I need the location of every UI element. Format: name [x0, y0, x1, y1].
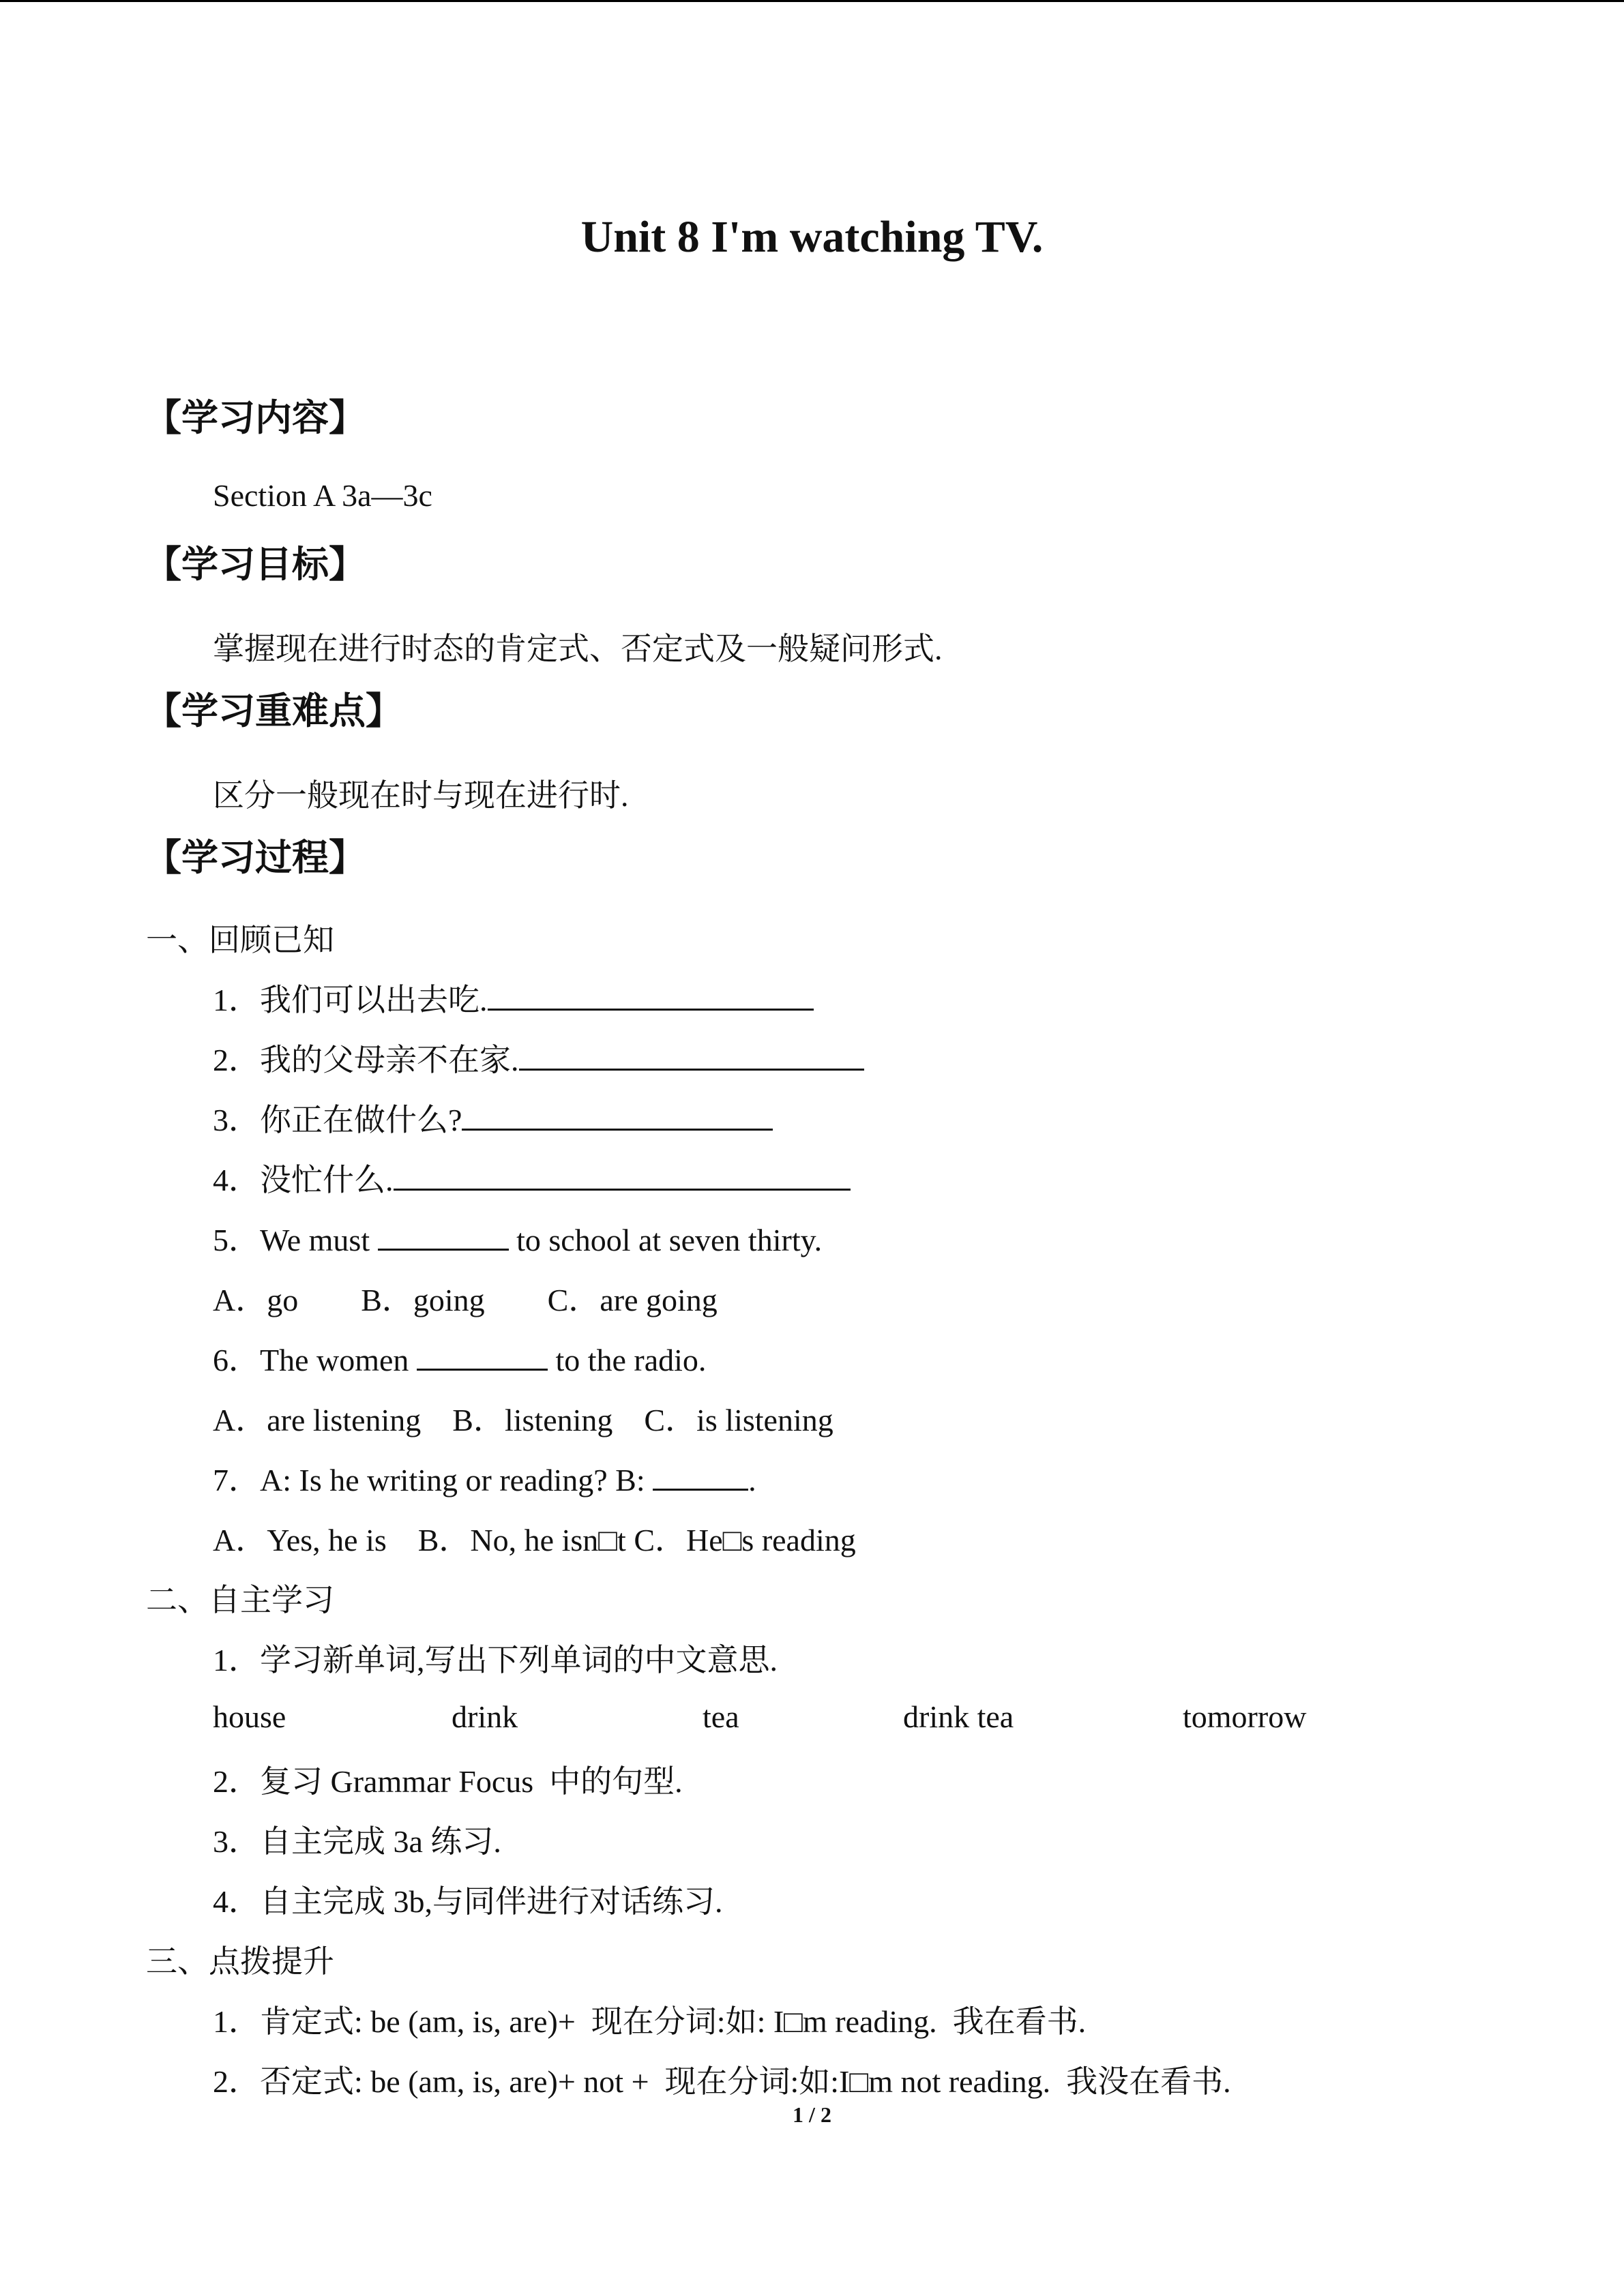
vocab-word: drink tea	[903, 1699, 1014, 1734]
question-6-text-b: to the radio.	[547, 1343, 707, 1377]
question-6-text-a: 6．The women	[213, 1343, 417, 1377]
part2-step-4: 4．自主完成 3b,与同伴进行对话练习.	[213, 1884, 723, 1919]
content-text: Section A 3a—3c	[213, 478, 432, 513]
question-7	[213, 1455, 756, 1500]
part3-step-1: 1．肯定式: be (am, is, are)+ 现在分词:如: I□m reading. 我在看书.	[213, 2004, 1087, 2039]
answer-blank[interactable]	[394, 1159, 851, 1191]
answer-blank[interactable]	[378, 1219, 509, 1251]
vocab-word: tea	[703, 1699, 739, 1734]
heading-key-points: 【学习重难点】	[145, 689, 402, 732]
page-title: Unit 8 I'm watching TV.	[580, 212, 1044, 262]
answer-blank[interactable]	[653, 1459, 748, 1491]
question-5-text-a: 5．We must	[213, 1223, 378, 1257]
page-number: 1 / 2	[793, 2102, 831, 2127]
part2-step-3: 3．自主完成 3a 练习.	[213, 1824, 501, 1859]
part1-label: 一、回顾已知	[146, 923, 334, 957]
part2-step-1: 1．学习新单词,写出下列单词的中文意思.	[213, 1643, 778, 1678]
top-border	[0, 0, 1624, 2]
question-4	[213, 1155, 851, 1200]
question-3	[213, 1095, 773, 1140]
vocab-word: house	[213, 1699, 286, 1734]
question-7-text-b: .	[748, 1463, 756, 1497]
answer-blank[interactable]	[462, 1099, 773, 1131]
question-2-text: 2．我的父母亲不在家.	[213, 1043, 519, 1077]
question-1	[213, 975, 814, 1020]
goal-text: 掌握现在进行时态的肯定式、否定式及一般疑问形式.	[213, 631, 943, 666]
key-points-text: 区分一般现在时与现在进行时.	[213, 778, 629, 813]
part2-label: 二、自主学习	[146, 1583, 334, 1617]
vocab-word: tomorrow	[1183, 1699, 1307, 1734]
part3-step-2: 2．否定式: be (am, is, are)+ not + 现在分词:如:I□m not reading. 我没在看书.	[213, 2064, 1231, 2099]
question-5	[213, 1215, 822, 1260]
vocab-word: drink	[452, 1699, 518, 1734]
answer-blank[interactable]	[417, 1339, 548, 1371]
question-1-text: 1．我们可以出去吃.	[213, 983, 488, 1017]
part2-step-2: 2．复习 Grammar Focus 中的句型.	[213, 1764, 683, 1799]
heading-goal: 【学习目标】	[145, 543, 366, 586]
part3-label: 三、点拨提升	[146, 1944, 334, 1979]
heading-content: 【学习内容】	[145, 396, 366, 439]
question-5-options: A．go B．going C．are going	[213, 1283, 718, 1317]
answer-blank[interactable]	[519, 1039, 864, 1071]
question-4-text: 4．没忙什么.	[213, 1163, 394, 1197]
question-3-text: 3．你正在做什么?	[213, 1103, 462, 1137]
answer-blank[interactable]	[488, 979, 814, 1011]
question-6-options: A．are listening B．listening C．is listening	[213, 1403, 833, 1437]
question-2	[213, 1035, 864, 1080]
question-7-options: A．Yes, he is B．No, he isn□t C．He□s reading	[213, 1523, 856, 1557]
question-6	[213, 1335, 706, 1380]
heading-process: 【学习过程】	[145, 836, 366, 879]
question-7-text-a: 7．A: Is he writing or reading? B:	[213, 1463, 653, 1497]
question-5-text-b: to school at seven thirty.	[508, 1223, 823, 1257]
